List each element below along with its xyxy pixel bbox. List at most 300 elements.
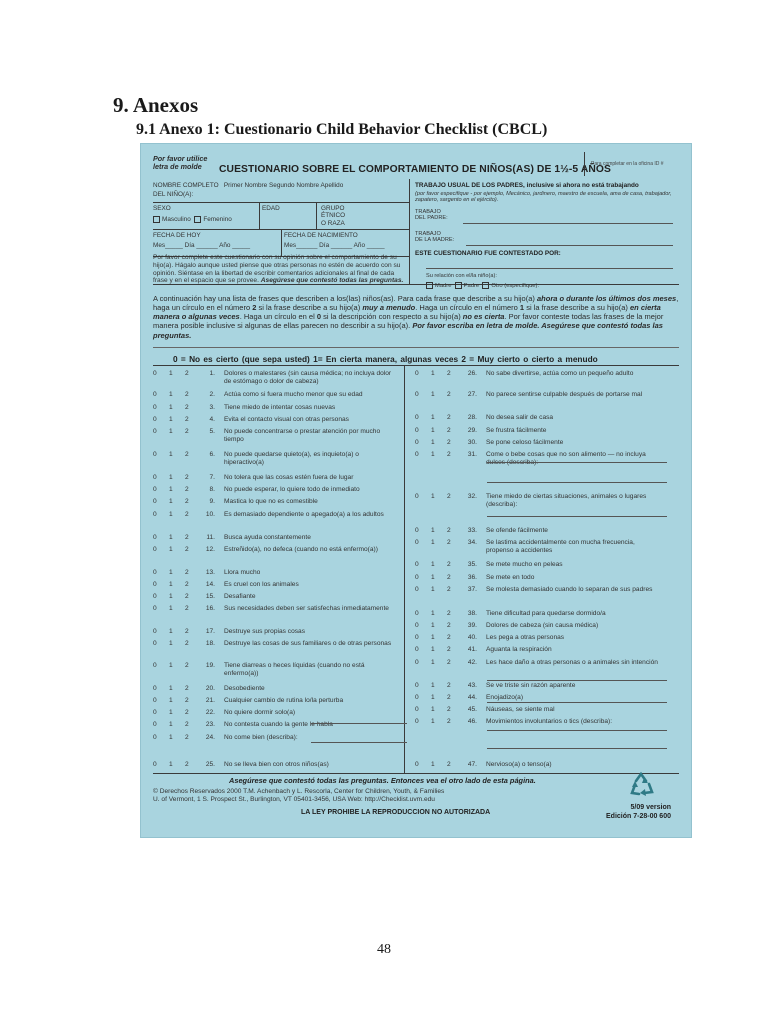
item-text: Actúa como si fuera mucho menor que su edad bbox=[224, 391, 363, 398]
rating-options bbox=[153, 451, 203, 459]
rating-option[interactable]: 1 bbox=[431, 574, 435, 581]
rating-option[interactable]: 1 bbox=[169, 498, 173, 505]
rating-options bbox=[153, 734, 203, 742]
rating-option[interactable]: 0 bbox=[415, 646, 419, 653]
rating-option[interactable]: 0 bbox=[153, 451, 157, 458]
rating-options bbox=[415, 539, 465, 547]
item-number: 44. bbox=[467, 694, 477, 701]
item-row bbox=[153, 428, 403, 450]
item-text: Se frustra fácilmente bbox=[486, 427, 547, 434]
item-row bbox=[153, 511, 403, 533]
sex-label: SEXO bbox=[153, 205, 171, 212]
rating-option[interactable]: 0 bbox=[415, 682, 419, 689]
rating-option[interactable]: 0 bbox=[153, 628, 157, 635]
rating-option[interactable]: 1 bbox=[431, 694, 435, 701]
describe-line[interactable] bbox=[487, 702, 667, 703]
footer-warning: Asegúrese que contestó todas las preguntas. Entonces vea el otro lado de esta página. bbox=[229, 776, 536, 785]
rating-option[interactable]: 0 bbox=[415, 610, 419, 617]
rating-option[interactable]: 0 bbox=[415, 659, 419, 666]
item-text: Come o bebe cosas que no son alimento — no incluya dulces (describa): bbox=[486, 451, 646, 466]
rating-option[interactable]: 0 bbox=[415, 706, 419, 713]
rating-option[interactable]: 1 bbox=[169, 391, 173, 398]
item-text: Se mete en todo bbox=[486, 574, 535, 581]
item-text: Enojadizo(a) bbox=[486, 694, 524, 701]
rating-options bbox=[153, 697, 203, 705]
item-text: Es demasiado dependiente o apegado(a) a los adultos bbox=[224, 511, 384, 518]
rating-option[interactable]: 2 bbox=[185, 697, 189, 704]
rating-option[interactable]: 2 bbox=[447, 622, 451, 629]
rating-option[interactable]: 0 bbox=[415, 586, 419, 593]
rating-option[interactable]: 0 bbox=[415, 427, 419, 434]
rating-option[interactable]: 1 bbox=[169, 593, 173, 600]
item-number: 21. bbox=[205, 697, 215, 704]
rating-option[interactable]: 1 bbox=[169, 428, 173, 435]
sex-options: Masculino Femenino bbox=[153, 216, 232, 224]
item-text: No contesta cuando la gente le habla bbox=[224, 721, 333, 728]
item-number: 16. bbox=[205, 605, 215, 612]
rating-option[interactable]: 1 bbox=[169, 685, 173, 692]
item-number: 22. bbox=[205, 709, 215, 716]
item-number: 45. bbox=[467, 706, 477, 713]
rating-option[interactable]: 0 bbox=[153, 581, 157, 588]
item-text: No tolera que las cosas estén fuera de lugar bbox=[224, 474, 354, 481]
item-text: No parece sentirse culpable después de portarse mal bbox=[486, 391, 643, 398]
rating-option[interactable]: 0 bbox=[153, 511, 157, 518]
form-title: CUESTIONARIO SOBRE EL COMPORTAMIENTO DE NIÑOS(AS) DE 1½-5 AÑOS bbox=[219, 164, 611, 175]
rating-option[interactable]: 1 bbox=[169, 640, 173, 647]
rating-option[interactable]: 2 bbox=[185, 546, 189, 553]
rating-options bbox=[153, 391, 203, 399]
print-instruction: Por favor utilice letra de molde bbox=[153, 154, 208, 172]
rating-option[interactable]: 1 bbox=[431, 682, 435, 689]
rating-option[interactable]: 2 bbox=[447, 646, 451, 653]
mother-checkbox[interactable] bbox=[426, 282, 433, 289]
item-number: 39. bbox=[467, 622, 477, 629]
rating-option[interactable]: 1 bbox=[169, 451, 173, 458]
item-row bbox=[153, 370, 403, 392]
rating-option[interactable]: 0 bbox=[153, 498, 157, 505]
rating-option[interactable]: 2 bbox=[185, 370, 189, 377]
copyright: © Derechos Reservados 2000 T.M. Achenbach y L. Rescorla, Center for Children, Youth, & Families U. of Vermont, 1 S. Prospect St., Burlington, VT 05401-3456, USA Web: http://Checklist.uvm.edu bbox=[153, 788, 445, 803]
rating-options bbox=[415, 574, 465, 582]
rating-options bbox=[153, 474, 203, 482]
item-number: 31. bbox=[467, 451, 477, 458]
rating-option[interactable]: 2 bbox=[447, 718, 451, 725]
rating-option[interactable]: 1 bbox=[431, 622, 435, 629]
rating-option[interactable]: 0 bbox=[153, 370, 157, 377]
item-number: 7. bbox=[209, 474, 215, 481]
rating-option[interactable]: 1 bbox=[169, 404, 173, 411]
rating-option[interactable]: 1 bbox=[431, 586, 435, 593]
describe-line[interactable] bbox=[487, 748, 667, 749]
age-label: EDAD bbox=[262, 205, 280, 212]
page-number: 48 bbox=[377, 942, 391, 957]
item-row bbox=[153, 451, 403, 473]
rating-option[interactable]: 2 bbox=[447, 527, 451, 534]
rating-option[interactable]: 0 bbox=[153, 640, 157, 647]
rating-options bbox=[415, 493, 465, 501]
rating-option[interactable]: 2 bbox=[185, 428, 189, 435]
rating-option[interactable]: 0 bbox=[153, 534, 157, 541]
rating-options bbox=[415, 391, 465, 399]
other-checkbox[interactable] bbox=[482, 282, 489, 289]
rating-option[interactable]: 1 bbox=[169, 697, 173, 704]
item-number: 36. bbox=[467, 574, 477, 581]
rating-options bbox=[153, 370, 203, 378]
item-text: Náuseas, se siente mal bbox=[486, 706, 555, 713]
item-text: Dolores o malestares (sin causa médica; no incluya dolor de estómago o dolor de cabeza) bbox=[224, 370, 392, 385]
item-number: 37. bbox=[467, 586, 477, 593]
rating-option[interactable]: 1 bbox=[169, 546, 173, 553]
rating-option[interactable]: 2 bbox=[447, 574, 451, 581]
item-text: Se molesta demasiado cuando lo separan de sus padres bbox=[486, 586, 653, 593]
rating-option[interactable]: 2 bbox=[447, 539, 451, 546]
item-text: Se mete mucho en peleas bbox=[486, 561, 563, 568]
item-text: No puede esperar, lo quiere todo de inmediato bbox=[224, 486, 360, 493]
rating-option[interactable]: 0 bbox=[153, 709, 157, 716]
mother-work-label: TRABAJO DE LA MADRE: bbox=[415, 231, 455, 244]
item-row bbox=[153, 546, 403, 568]
rating-option[interactable]: 2 bbox=[185, 581, 189, 588]
rating-option[interactable]: 0 bbox=[415, 414, 419, 421]
item-text: No puede concentrarse o prestar atención por mucho tiempo bbox=[224, 428, 381, 443]
item-text: Nervioso(a) o tenso(a) bbox=[486, 761, 552, 768]
rating-option[interactable]: 2 bbox=[447, 659, 451, 666]
rating-options bbox=[153, 428, 203, 436]
rating-option[interactable]: 0 bbox=[415, 761, 419, 768]
rating-option[interactable]: 2 bbox=[185, 628, 189, 635]
rating-options bbox=[153, 569, 203, 577]
rating-option[interactable]: 1 bbox=[169, 581, 173, 588]
rating-options bbox=[415, 682, 465, 690]
item-number: 11. bbox=[206, 534, 215, 541]
rating-option[interactable]: 2 bbox=[185, 761, 189, 768]
item-number: 34. bbox=[467, 539, 477, 546]
rating-options bbox=[153, 498, 203, 506]
item-text: Tiene diarreas o heces líquidas (cuando no está enfermo(a)) bbox=[224, 662, 365, 677]
rating-options bbox=[153, 511, 203, 519]
rating-option[interactable]: 0 bbox=[415, 391, 419, 398]
rating-option[interactable]: 2 bbox=[185, 734, 189, 741]
father-work-label: TRABAJO DEL PADRE: bbox=[415, 209, 448, 222]
rating-option[interactable]: 0 bbox=[415, 451, 419, 458]
rating-option[interactable]: 0 bbox=[415, 539, 419, 546]
rating-options bbox=[415, 646, 465, 654]
rating-option[interactable]: 2 bbox=[447, 370, 451, 377]
rating-option[interactable]: 2 bbox=[185, 451, 189, 458]
rating-options bbox=[415, 586, 465, 594]
rating-option[interactable]: 1 bbox=[169, 734, 173, 741]
rating-option[interactable]: 1 bbox=[431, 718, 435, 725]
rating-option[interactable]: 2 bbox=[185, 685, 189, 692]
rating-option[interactable]: 2 bbox=[185, 498, 189, 505]
rating-option[interactable]: 2 bbox=[185, 404, 189, 411]
item-number: 17. bbox=[205, 628, 215, 635]
rating-option[interactable]: 2 bbox=[185, 486, 189, 493]
item-text: No quiere dormir solo(a) bbox=[224, 709, 296, 716]
today-date-fields[interactable]: Mes_____ Día ______ Año _____ bbox=[153, 242, 251, 249]
rating-option[interactable]: 2 bbox=[447, 586, 451, 593]
rating-option[interactable]: 1 bbox=[431, 561, 435, 568]
rating-option[interactable]: 2 bbox=[185, 640, 189, 647]
rating-option[interactable]: 1 bbox=[431, 391, 435, 398]
rating-options bbox=[153, 416, 203, 424]
rating-option[interactable]: 1 bbox=[169, 709, 173, 716]
rating-option[interactable]: 1 bbox=[431, 610, 435, 617]
rating-option[interactable]: 1 bbox=[431, 539, 435, 546]
item-number: 28. bbox=[467, 414, 477, 421]
rating-option[interactable]: 2 bbox=[185, 605, 189, 612]
today-date-label: FECHA DE HOY bbox=[153, 232, 201, 239]
rating-option[interactable]: 2 bbox=[185, 534, 189, 541]
rating-option[interactable]: 0 bbox=[415, 561, 419, 568]
item-number: 8. bbox=[209, 486, 215, 493]
item-text: Destruye las cosas de sus familiares o de otras personas bbox=[224, 640, 392, 647]
rating-option[interactable]: 1 bbox=[169, 628, 173, 635]
item-text: No se lleva bien con otros niños(as) bbox=[224, 761, 329, 768]
rating-options bbox=[153, 721, 203, 729]
female-checkbox[interactable] bbox=[194, 216, 201, 223]
rating-option[interactable]: 0 bbox=[415, 439, 419, 446]
rating-option[interactable]: 1 bbox=[169, 416, 173, 423]
rating-option[interactable]: 0 bbox=[415, 634, 419, 641]
item-text: Estreñido(a), no defeca (cuando no está enfermo(a)) bbox=[224, 546, 378, 553]
rating-option[interactable]: 2 bbox=[447, 391, 451, 398]
rating-options bbox=[153, 546, 203, 554]
parents-work-title: TRABAJO USUAL DE LOS PADRES, inclusive si ahora no está trabajando bbox=[415, 182, 639, 189]
rating-options bbox=[153, 534, 203, 542]
birth-date-fields[interactable]: Mes______ Día ______ Año _____ bbox=[284, 242, 385, 249]
rating-option[interactable]: 0 bbox=[153, 605, 157, 612]
describe-line[interactable] bbox=[487, 482, 667, 483]
rating-options bbox=[415, 610, 465, 618]
describe-line[interactable] bbox=[311, 742, 407, 743]
rating-options bbox=[153, 404, 203, 412]
item-row bbox=[153, 640, 403, 662]
rating-options bbox=[415, 659, 465, 667]
item-text: No sabe divertirse, actúa como un pequeño adulto bbox=[486, 370, 634, 377]
describe-line[interactable] bbox=[487, 680, 667, 681]
rating-option[interactable]: 1 bbox=[431, 646, 435, 653]
rating-option[interactable]: 0 bbox=[415, 493, 419, 500]
item-number: 25. bbox=[205, 761, 215, 768]
item-text: Evita el contacto visual con otras personas bbox=[224, 416, 349, 423]
relation-options: Madre Padre Otro (especifique): bbox=[426, 282, 539, 290]
rating-options bbox=[153, 486, 203, 494]
rating-option[interactable]: 0 bbox=[415, 694, 419, 701]
rating-option[interactable]: 1 bbox=[431, 659, 435, 666]
rating-option[interactable]: 0 bbox=[153, 474, 157, 481]
item-number: 18. bbox=[205, 640, 215, 647]
item-text: Movimientos involuntarios o tics (describa): bbox=[486, 718, 613, 725]
rating-options bbox=[415, 561, 465, 569]
recycle-icon bbox=[626, 769, 658, 801]
rating-options bbox=[153, 640, 203, 648]
item-text: Desobediente bbox=[224, 685, 265, 692]
rating-option[interactable]: 0 bbox=[415, 370, 419, 377]
item-text: Busca ayuda constantemente bbox=[224, 534, 311, 541]
rating-option[interactable]: 1 bbox=[169, 474, 173, 481]
rating-option[interactable]: 0 bbox=[415, 718, 419, 725]
parents-work-note: (por favor especifique - por ejemplo, Mecánico, jardinero, maestro de escuela, ama de casa, trabajador, zapatero, sargento en el ejército). bbox=[415, 191, 672, 204]
item-number: 30. bbox=[467, 439, 477, 446]
item-text: Se ve triste sin razón aparente bbox=[486, 682, 576, 689]
rating-options bbox=[415, 439, 465, 447]
rating-option[interactable]: 2 bbox=[185, 511, 189, 518]
rating-option[interactable]: 0 bbox=[153, 662, 157, 669]
rating-option[interactable]: 1 bbox=[431, 427, 435, 434]
item-number: 38. bbox=[467, 610, 477, 617]
rating-option[interactable]: 0 bbox=[153, 428, 157, 435]
item-text: Se lastima accidentalmente con mucha frecuencia, propenso a accidentes bbox=[486, 539, 635, 554]
rating-option[interactable]: 0 bbox=[153, 697, 157, 704]
item-text: Es cruel con los animales bbox=[224, 581, 299, 588]
reproduction-notice: LA LEY PROHIBE LA REPRODUCCION NO AUTORIZADA bbox=[301, 809, 491, 816]
describe-line[interactable] bbox=[487, 462, 667, 463]
item-row bbox=[415, 370, 665, 392]
item-row bbox=[415, 493, 665, 515]
rating-option[interactable]: 2 bbox=[447, 493, 451, 500]
item-number: 24. bbox=[205, 734, 215, 741]
item-text: Llora mucho bbox=[224, 569, 261, 576]
rating-option[interactable]: 2 bbox=[447, 414, 451, 421]
rating-option[interactable]: 2 bbox=[447, 634, 451, 641]
rating-option[interactable]: 1 bbox=[169, 370, 173, 377]
item-text: Les pega a otras personas bbox=[486, 634, 565, 641]
rating-option[interactable]: 2 bbox=[447, 694, 451, 701]
item-number: 4. bbox=[209, 416, 215, 423]
item-number: 6. bbox=[209, 451, 215, 458]
rating-option[interactable]: 1 bbox=[431, 493, 435, 500]
rating-option[interactable]: 2 bbox=[447, 561, 451, 568]
office-note: Para completar en la oficina ID # bbox=[591, 161, 664, 167]
rating-option[interactable]: 0 bbox=[153, 486, 157, 493]
rating-option[interactable]: 1 bbox=[431, 527, 435, 534]
item-number: 40. bbox=[467, 634, 477, 641]
rating-option[interactable]: 1 bbox=[169, 569, 173, 576]
rating-options bbox=[415, 370, 465, 378]
item-number: 43. bbox=[467, 682, 477, 689]
item-text: Les hace daño a otras personas o a animales sin intención bbox=[486, 659, 658, 666]
item-row bbox=[415, 718, 665, 740]
item-number: 14. bbox=[205, 581, 215, 588]
rating-option[interactable]: 1 bbox=[169, 511, 173, 518]
rating-options bbox=[415, 451, 465, 459]
rating-option[interactable]: 2 bbox=[447, 682, 451, 689]
rating-option[interactable]: 1 bbox=[169, 761, 173, 768]
rating-option[interactable]: 0 bbox=[153, 416, 157, 423]
rating-option[interactable]: 2 bbox=[447, 706, 451, 713]
subsection-heading: 9.1 Anexo 1: Cuestionario Child Behavior Checklist (CBCL) bbox=[136, 121, 548, 138]
rating-option[interactable]: 1 bbox=[431, 439, 435, 446]
item-row bbox=[153, 662, 403, 684]
item-text: No puede quedarse quieto(a), es inquieto(a) o hiperactivo(a) bbox=[224, 451, 359, 466]
rating-option[interactable]: 2 bbox=[185, 721, 189, 728]
relation-label: Su relación con el/la niño(a): bbox=[426, 273, 497, 279]
rating-option[interactable]: 1 bbox=[431, 634, 435, 641]
rating-option[interactable]: 2 bbox=[185, 416, 189, 423]
rating-option[interactable]: 1 bbox=[431, 370, 435, 377]
rating-options bbox=[415, 427, 465, 435]
rating-option[interactable]: 0 bbox=[153, 546, 157, 553]
describe-line[interactable] bbox=[311, 723, 407, 724]
father-checkbox[interactable] bbox=[455, 282, 462, 289]
male-checkbox[interactable] bbox=[153, 216, 160, 223]
item-row bbox=[415, 659, 665, 681]
item-number: 47. bbox=[467, 761, 477, 768]
rating-option[interactable]: 2 bbox=[185, 569, 189, 576]
rating-option[interactable]: 2 bbox=[447, 761, 451, 768]
rating-option[interactable]: 1 bbox=[169, 605, 173, 612]
item-text: Aguanta la respiración bbox=[486, 646, 552, 653]
rating-option[interactable]: 1 bbox=[431, 414, 435, 421]
item-text: No desea salir de casa bbox=[486, 414, 554, 421]
item-row bbox=[153, 605, 403, 627]
item-text: Desafiante bbox=[224, 593, 256, 600]
version-label: 5/09 version bbox=[630, 804, 671, 811]
main-instructions: A continuación hay una lista de frases que describen a los(las) niños(as). Para cada frase que describe a su hijo(a) ahora o durante los últimos dos meses, haga un círculo en el número 2 si la frase describe a su hijo(a) muy a menudo. Haga un círculo en el número 1 si la frase describe a su hijo(a) en cierta manera o algunas veces. Haga un círculo en el 0 si la descripción con respecto a su hijo(a) no es cierta. Por favor conteste todas las frases de la mejor manera posible inclusive si algunas de ellas parecen no describir a su hijo(a). Por favor escriba en letra de molde. Asegúrese que contestó todas las preguntas. bbox=[153, 294, 679, 340]
rating-option[interactable]: 2 bbox=[185, 662, 189, 669]
item-number: 10. bbox=[205, 511, 215, 518]
rating-option[interactable]: 2 bbox=[185, 391, 189, 398]
describe-line[interactable] bbox=[487, 516, 667, 517]
rating-option[interactable]: 2 bbox=[447, 439, 451, 446]
opinion-instructions: Por favor complete este cuestionario con su opinión sobre el comportamiento de su hijo(a). Hágalo aunque usted piense que otras personas no estén de acuerdo con su opinión. Siéntase en la libertad de escribir comentarios adicionales al final de cada frase y en el espacio que se provee. Asegúrese que contestó todas las preguntas. bbox=[153, 254, 404, 285]
rating-option[interactable]: 0 bbox=[153, 404, 157, 411]
rating-option[interactable]: 0 bbox=[415, 527, 419, 534]
describe-line[interactable] bbox=[487, 730, 667, 731]
birth-date-label: FECHA DE NACIMIENTO bbox=[284, 232, 358, 239]
rating-option[interactable]: 2 bbox=[447, 451, 451, 458]
rating-option[interactable]: 1 bbox=[169, 486, 173, 493]
item-number: 35. bbox=[467, 561, 477, 568]
rating-option[interactable]: 2 bbox=[447, 427, 451, 434]
rating-option[interactable]: 0 bbox=[153, 391, 157, 398]
rating-option[interactable]: 2 bbox=[447, 610, 451, 617]
rating-options bbox=[415, 706, 465, 714]
rating-option[interactable]: 1 bbox=[431, 706, 435, 713]
rating-option[interactable]: 0 bbox=[153, 761, 157, 768]
rating-option[interactable]: 0 bbox=[153, 593, 157, 600]
rating-option[interactable]: 0 bbox=[153, 721, 157, 728]
rating-option[interactable]: 0 bbox=[153, 734, 157, 741]
rating-option[interactable]: 2 bbox=[185, 474, 189, 481]
rating-options bbox=[153, 709, 203, 717]
rating-option[interactable]: 2 bbox=[185, 593, 189, 600]
item-row bbox=[153, 734, 403, 756]
child-name-sub: DEL NIÑO(A): bbox=[153, 191, 194, 198]
item-number: 33. bbox=[467, 527, 477, 534]
rating-option[interactable]: 1 bbox=[169, 534, 173, 541]
rating-option[interactable]: 1 bbox=[431, 451, 435, 458]
item-text: Sus necesidades deben ser satisfechas inmediatamente bbox=[224, 605, 389, 612]
rating-option[interactable]: 0 bbox=[153, 569, 157, 576]
rating-option[interactable]: 0 bbox=[153, 685, 157, 692]
rating-option[interactable]: 2 bbox=[185, 709, 189, 716]
rating-option[interactable]: 0 bbox=[415, 622, 419, 629]
rating-option[interactable]: 1 bbox=[169, 662, 173, 669]
rating-option[interactable]: 1 bbox=[431, 761, 435, 768]
rating-option[interactable]: 0 bbox=[415, 574, 419, 581]
item-number: 42. bbox=[467, 659, 477, 666]
filled-by-title: ESTE CUESTIONARIO FUE CONTESTADO POR: bbox=[415, 250, 561, 257]
rating-option[interactable]: 1 bbox=[169, 721, 173, 728]
item-row bbox=[415, 539, 665, 561]
item-text: Cualquier cambio de rutina lo/la perturba bbox=[224, 697, 344, 704]
item-number: 29. bbox=[467, 427, 477, 434]
item-number: 26. bbox=[467, 370, 477, 377]
rating-options bbox=[153, 761, 203, 769]
